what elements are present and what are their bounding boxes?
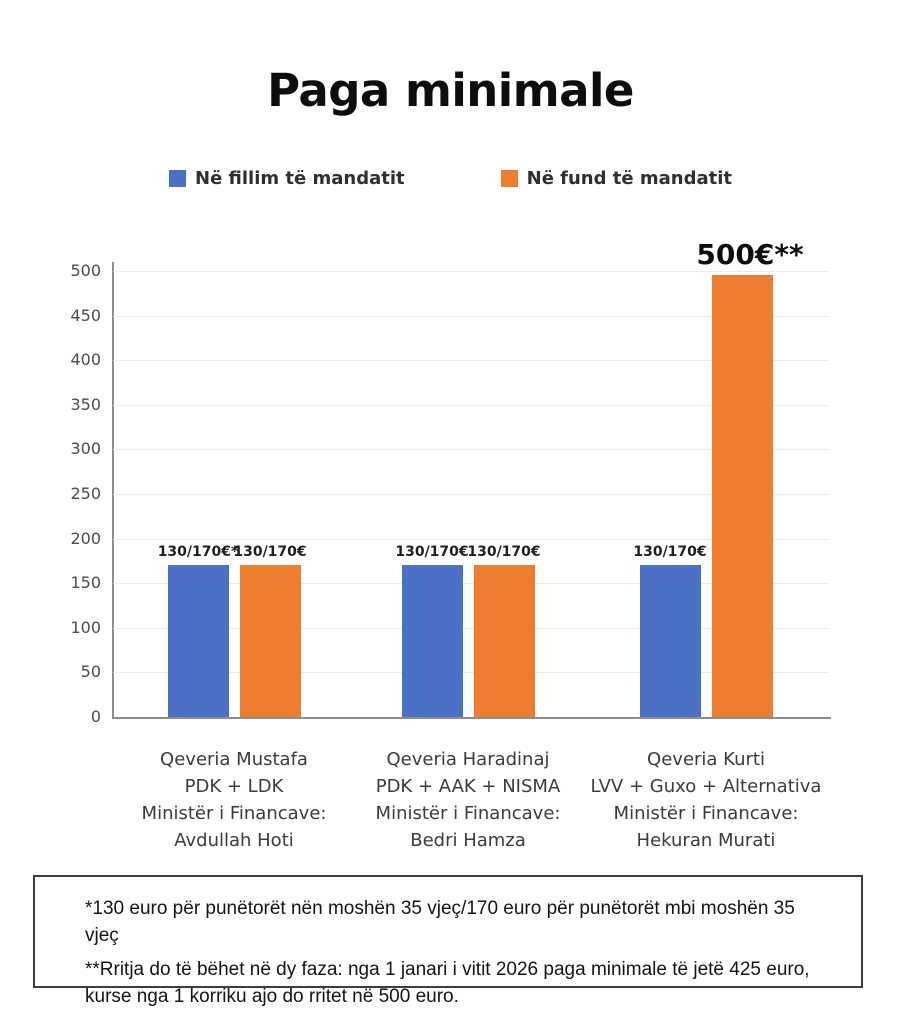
bar-value-label: 130/170€ (467, 544, 541, 561)
legend-item-start-of-mandate (169, 168, 405, 189)
legend-swatch-orange-icon (501, 170, 518, 187)
y-tick-label-400: 400 (70, 350, 101, 370)
bar-start-group3 (640, 565, 701, 717)
y-tick-label-100: 100 (70, 617, 101, 637)
y-tick-label-500: 500 (70, 261, 101, 280)
category-label-line: Hekuran Murati (636, 830, 776, 851)
y-tick-label-300: 300 (70, 439, 101, 459)
footnote-1: *130 euro për punëtorët nën moshën 35 vjeç/170 euro për punëtorët mbi moshën 35 vjeç (85, 898, 795, 946)
y-tick-label-350: 350 (70, 394, 101, 414)
bar-chart-plot-area (70, 238, 829, 726)
bar-value-label: 130/170€ (233, 544, 307, 561)
bar-value-label: 500€** (696, 238, 804, 272)
chart-title: Paga minimale (267, 64, 634, 117)
x-axis-line (112, 717, 831, 719)
legend-swatch-blue-icon (169, 170, 186, 187)
category-label-line: Ministër i Financave: (613, 803, 799, 824)
footnote-box (33, 875, 863, 1007)
category-label-line: Ministër i Financave: (375, 803, 561, 824)
bar-value-label: 130/170€ (395, 544, 469, 561)
y-tick-label-150: 150 (70, 573, 101, 593)
category-label-line: Qeveria Kurti (647, 749, 765, 770)
y-tick-label-200: 200 (70, 528, 101, 548)
bar-end-group3 (712, 275, 773, 717)
legend (0, 168, 901, 189)
bar-start-group2 (402, 565, 463, 717)
y-axis-line (112, 262, 114, 718)
category-label-group3 (566, 746, 846, 854)
category-label-line: Qeveria Mustafa (160, 749, 308, 770)
bar-value-label: 130/170€ (633, 544, 707, 561)
y-tick-label-250: 250 (70, 484, 101, 503)
category-label-line: Ministër i Financave: (141, 803, 327, 824)
legend-item-end-of-mandate (501, 168, 732, 189)
category-label-line: LVV + Guxo + Alternativa (590, 776, 822, 797)
legend-label: Në fund të mandatit (526, 168, 732, 189)
y-tick-label-50: 50 (80, 662, 101, 682)
x-axis-category-labels (0, 746, 901, 866)
category-label-line: Avdullah Hoti (174, 830, 294, 851)
footnote-2: **Rritja do të bëhet në dy faza: nga 1 janari i vitit 2026 paga minimale të jetë 425 euro, kurse nga 1 korriku ajo do rritet në 500 euro. (85, 959, 810, 1007)
y-tick-label-0: 0 (90, 707, 101, 726)
category-label-line: PDK + LDK (184, 776, 284, 797)
legend-label: Në fillim të mandatit (195, 168, 405, 189)
y-tick-label-450: 450 (70, 305, 101, 325)
category-label-line: Qeveria Haradinaj (386, 749, 550, 770)
bar-end-group1 (240, 565, 301, 717)
bar-end-group2 (474, 565, 535, 717)
bar-start-group1 (168, 565, 229, 717)
category-label-line: Bedri Hamza (410, 830, 526, 851)
category-label-line: PDK + AAK + NISMA (375, 776, 561, 797)
bar-value-label: 130/170€* (157, 544, 239, 561)
